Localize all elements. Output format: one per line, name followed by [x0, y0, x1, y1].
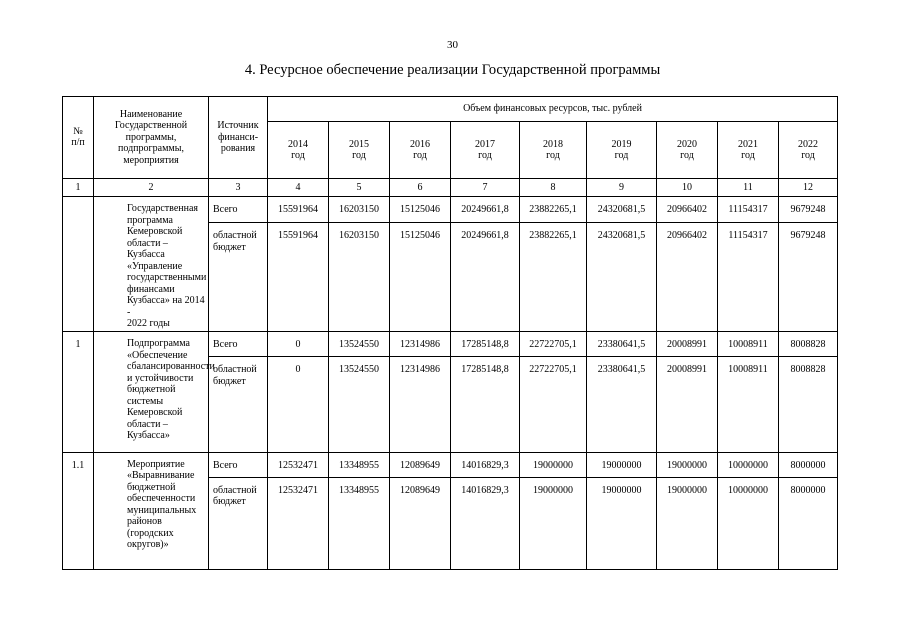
funding-value: 13524550	[329, 357, 390, 452]
funding-value: 13524550	[329, 332, 390, 357]
funding-value: 12532471	[268, 477, 329, 569]
column-number: 10	[657, 178, 718, 196]
funding-value: 16203150	[329, 223, 390, 332]
header-source: Источник финанси- рования	[209, 97, 268, 179]
column-number: 9	[587, 178, 657, 196]
funding-value: 15125046	[390, 197, 451, 223]
funding-value: 0	[268, 357, 329, 452]
table-row	[63, 332, 838, 357]
header-year: 2018 год	[520, 122, 587, 179]
funding-value: 23882265,1	[520, 197, 587, 223]
funding-value: 23380641,5	[587, 332, 657, 357]
header-year: 2016 год	[390, 122, 451, 179]
funding-value: 11154317	[718, 197, 779, 223]
funding-value: 8000000	[779, 477, 838, 569]
header-year: 2020 год	[657, 122, 718, 179]
funding-value: 15591964	[268, 223, 329, 332]
funding-source: Всего	[209, 452, 268, 477]
funding-value: 9679248	[779, 197, 838, 223]
funding-value: 20966402	[657, 223, 718, 332]
program-name: Подпрограмма «Обеспечение сбалансированности и устойчивости бюджетной системы Кемеровской области – Кузбасса»	[94, 332, 209, 452]
table-row	[63, 452, 838, 477]
funding-value: 12089649	[390, 452, 451, 477]
page-number: 30	[447, 39, 458, 51]
column-number: 8	[520, 178, 587, 196]
row-number: 1.1	[63, 452, 94, 569]
header-year: 2015 год	[329, 122, 390, 179]
column-number: 1	[63, 178, 94, 196]
row-number	[63, 197, 94, 332]
header-row	[63, 97, 838, 122]
funding-value: 24320681,5	[587, 223, 657, 332]
funding-value: 16203150	[329, 197, 390, 223]
funding-value: 13348955	[329, 452, 390, 477]
column-number: 12	[779, 178, 838, 196]
program-name: Мероприятие «Выравнивание бюджетной обеспеченности муниципальных районов (городских округов)»	[94, 452, 209, 569]
column-number: 4	[268, 178, 329, 196]
header-volume: Объем финансовых ресурсов, тыс. рублей	[268, 97, 838, 122]
column-number: 11	[718, 178, 779, 196]
header-name: Наименование Государственной программы, подпрограммы, мероприятия	[94, 97, 209, 179]
funding-value: 12089649	[390, 477, 451, 569]
funding-value: 17285148,8	[451, 332, 520, 357]
funding-source: Всего	[209, 332, 268, 357]
column-number: 2	[94, 178, 209, 196]
row-number: 1	[63, 332, 94, 452]
funding-value: 14016829,3	[451, 452, 520, 477]
funding-value: 20249661,8	[451, 223, 520, 332]
funding-value: 17285148,8	[451, 357, 520, 452]
funding-value: 0	[268, 332, 329, 357]
funding-value: 9679248	[779, 223, 838, 332]
funding-value: 10000000	[718, 477, 779, 569]
resource-table	[62, 96, 838, 570]
funding-value: 19000000	[587, 452, 657, 477]
table-row	[63, 197, 838, 223]
funding-value: 8000000	[779, 452, 838, 477]
funding-value: 12314986	[390, 332, 451, 357]
funding-value: 13348955	[329, 477, 390, 569]
funding-value: 10008911	[718, 357, 779, 452]
funding-value: 22722705,1	[520, 332, 587, 357]
header-year: 2019 год	[587, 122, 657, 179]
funding-value: 11154317	[718, 223, 779, 332]
funding-value: 8008828	[779, 332, 838, 357]
funding-source: Всего	[209, 197, 268, 223]
funding-value: 20249661,8	[451, 197, 520, 223]
funding-value: 19000000	[587, 477, 657, 569]
funding-source: областной бюджет	[209, 223, 268, 332]
column-numbers-row	[63, 178, 838, 196]
header-year: 2022 год	[779, 122, 838, 179]
column-number: 5	[329, 178, 390, 196]
funding-value: 20966402	[657, 197, 718, 223]
funding-value: 10000000	[718, 452, 779, 477]
header-year: 2014 год	[268, 122, 329, 179]
funding-source: областной бюджет	[209, 477, 268, 569]
funding-source: областной бюджет	[209, 357, 268, 452]
funding-value: 19000000	[657, 477, 718, 569]
funding-value: 20008991	[657, 357, 718, 452]
column-number: 7	[451, 178, 520, 196]
funding-value: 23380641,5	[587, 357, 657, 452]
funding-value: 24320681,5	[587, 197, 657, 223]
funding-value: 15591964	[268, 197, 329, 223]
funding-value: 19000000	[657, 452, 718, 477]
funding-value: 15125046	[390, 223, 451, 332]
funding-value: 19000000	[520, 452, 587, 477]
header-num: № п/п	[63, 97, 94, 179]
funding-value: 23882265,1	[520, 223, 587, 332]
header-year: 2021 год	[718, 122, 779, 179]
funding-value: 22722705,1	[520, 357, 587, 452]
funding-value: 20008991	[657, 332, 718, 357]
funding-value: 8008828	[779, 357, 838, 452]
funding-value: 12532471	[268, 452, 329, 477]
funding-value: 14016829,3	[451, 477, 520, 569]
funding-value: 12314986	[390, 357, 451, 452]
document-title: 4. Ресурсное обеспечение реализации Государственной программы	[244, 62, 661, 78]
funding-value: 19000000	[520, 477, 587, 569]
funding-value: 10008911	[718, 332, 779, 357]
column-number: 3	[209, 178, 268, 196]
header-year: 2017 год	[451, 122, 520, 179]
column-number: 6	[390, 178, 451, 196]
program-name: Государственная программа Кемеровской области – Кузбасса «Управление государственными финансами Кузбасса» на 2014 - 2022 годы	[94, 197, 209, 332]
